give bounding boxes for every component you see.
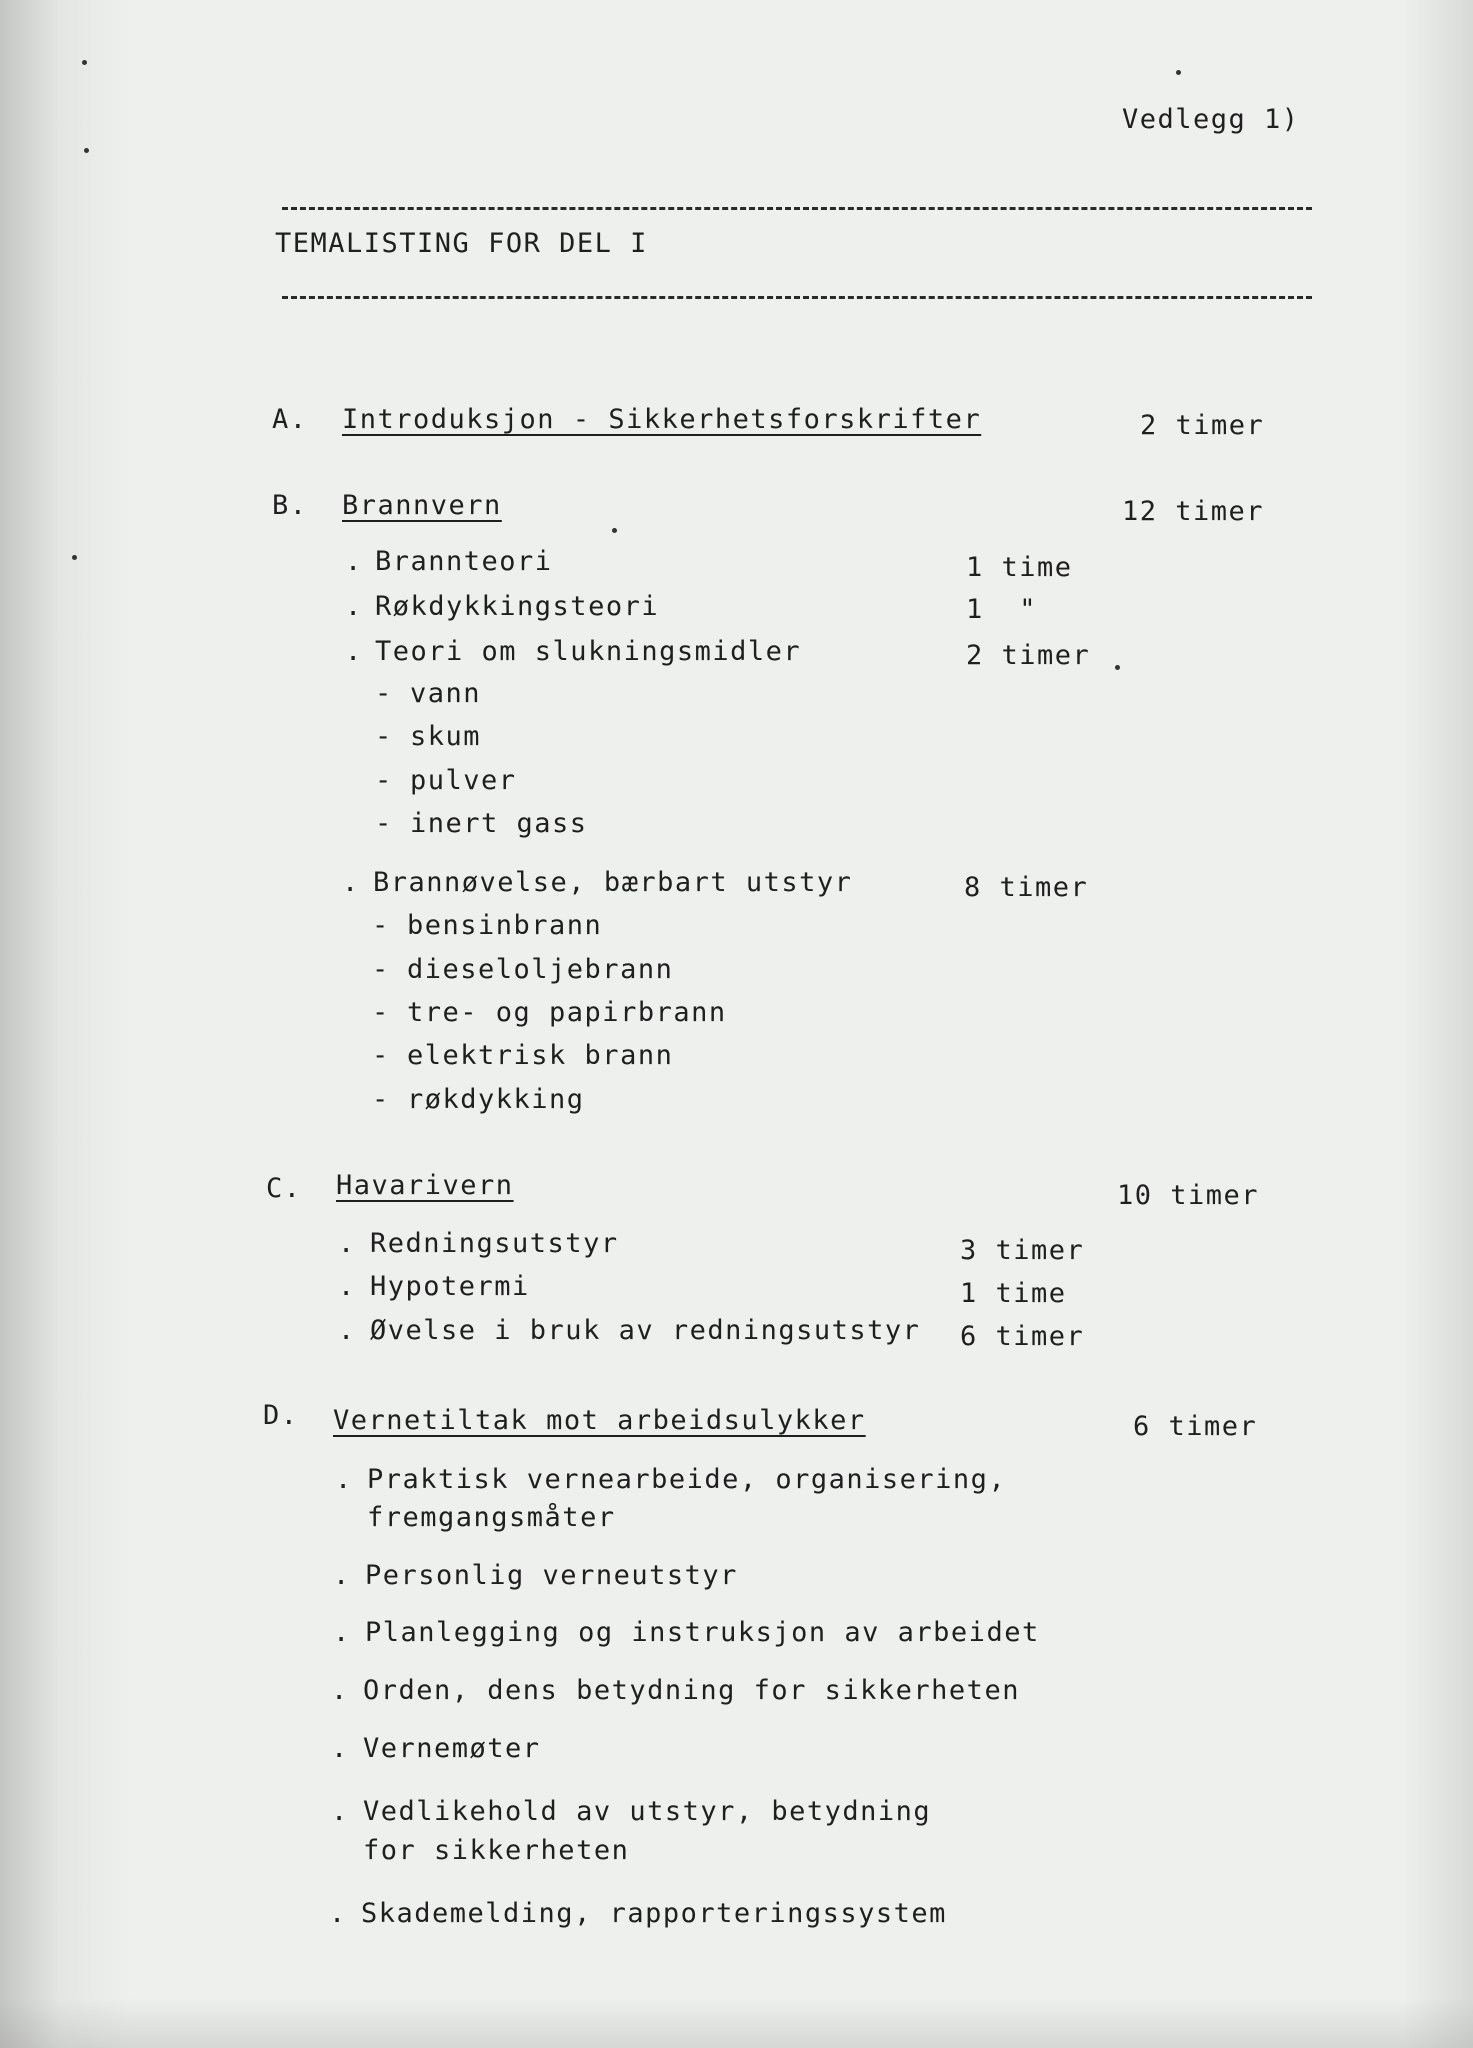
list-bullet: . [331,1675,349,1706]
section-d-item-1-line-2: fremgangsmåter [367,1502,616,1533]
list-bullet: . [338,1315,356,1346]
divider-top [282,207,1312,210]
section-b-letter: B. [272,490,308,521]
list-bullet: . [345,591,363,622]
section-b-title: Brannvern [342,490,502,521]
attachment-label: Vedlegg 1) [1122,104,1300,135]
list-bullet: . [333,1617,351,1648]
section-b-item-3-sub-2: skum [410,721,482,752]
section-b-item-4-sub-4: elektrisk brann [407,1040,674,1071]
section-b-item-4-sub-5: røkdykking [407,1084,585,1115]
section-a-letter: A. [272,404,308,435]
sub-dash: - [372,1040,390,1071]
section-b-item-2: Røkdykkingsteori [375,591,660,622]
section-d-letter: D. [263,1400,299,1431]
section-d-title: Vernetiltak mot arbeidsulykker [333,1405,866,1436]
section-b-item-3-hours: 2 timer [966,640,1091,671]
scan-speck [84,148,89,153]
sub-dash: - [375,678,393,709]
list-bullet: . [345,546,363,577]
section-b-total: 12 timer [1122,496,1265,527]
list-bullet: . [342,867,360,898]
section-b-item-4-sub-3: tre- og papirbrann [407,997,727,1028]
section-b-item-1: Brannteori [375,546,553,577]
section-b-item-2-hours: 1 " [966,594,1038,625]
list-bullet: . [338,1271,356,1302]
list-bullet: . [329,1898,347,1929]
section-c-item-3-hours: 6 timer [960,1321,1085,1352]
section-d-item-2: Personlig verneutstyr [365,1560,738,1591]
divider-bottom [282,296,1312,299]
section-b-item-4-hours: 8 timer [964,872,1089,903]
list-bullet: . [338,1228,356,1259]
section-c-item-2: Hypotermi [370,1271,530,1302]
scan-speck [82,60,87,65]
section-d-total: 6 timer [1133,1411,1258,1442]
sub-dash: - [375,721,393,752]
sub-dash: - [375,808,393,839]
scan-speck [1176,70,1181,75]
section-d-item-3: Planlegging og instruksjon av arbeidet [365,1617,1040,1648]
section-b-item-4-sub-2: dieseloljebrann [407,954,674,985]
list-bullet: . [345,636,363,667]
section-a-total: 2 timer [1140,410,1265,441]
section-b-item-4: Brannøvelse, bærbart utstyr [373,867,853,898]
section-b-item-3-sub-4: inert gass [410,808,588,839]
list-bullet: . [331,1796,349,1827]
scan-speck [1115,665,1120,670]
section-c-total: 10 timer [1117,1180,1260,1211]
list-bullet: . [331,1733,349,1764]
section-b-item-3-sub-3: pulver [410,765,517,796]
section-c-item-2-hours: 1 time [960,1278,1067,1309]
list-bullet: . [335,1464,353,1495]
list-bullet: . [333,1560,351,1591]
scan-speck [72,555,77,560]
section-c-letter: C. [266,1173,302,1204]
sub-dash: - [375,765,393,796]
scan-speck [612,528,617,533]
sub-dash: - [372,910,390,941]
section-d-item-1-line-1: Praktisk vernearbeide, organisering, [367,1464,1007,1495]
section-a-title: Introduksjon - Sikkerhetsforskrifter [342,404,982,435]
sub-dash: - [372,1084,390,1115]
section-b-item-1-hours: 1 time [966,552,1073,583]
section-c-item-1: Redningsutstyr [370,1228,619,1259]
section-b-item-4-sub-1: bensinbrann [407,910,603,941]
section-b-item-3: Teori om slukningsmidler [375,636,802,667]
section-d-item-7: Skademelding, rapporteringssystem [361,1898,947,1929]
sub-dash: - [372,954,390,985]
section-c-item-3: Øvelse i bruk av redningsutstyr [370,1315,921,1346]
document-title: TEMALISTING FOR DEL I [275,228,648,259]
section-d-item-6-line-1: Vedlikehold av utstyr, betydning [363,1796,932,1827]
section-d-item-4: Orden, dens betydning for sikkerheten [363,1675,1020,1706]
section-c-item-1-hours: 3 timer [960,1235,1085,1266]
section-c-title: Havarivern [336,1170,514,1201]
section-d-item-6-line-2: for sikkerheten [363,1835,630,1866]
section-b-item-3-sub-1: vann [410,678,482,709]
sub-dash: - [372,997,390,1028]
section-d-item-5: Vernemøter [363,1733,541,1764]
